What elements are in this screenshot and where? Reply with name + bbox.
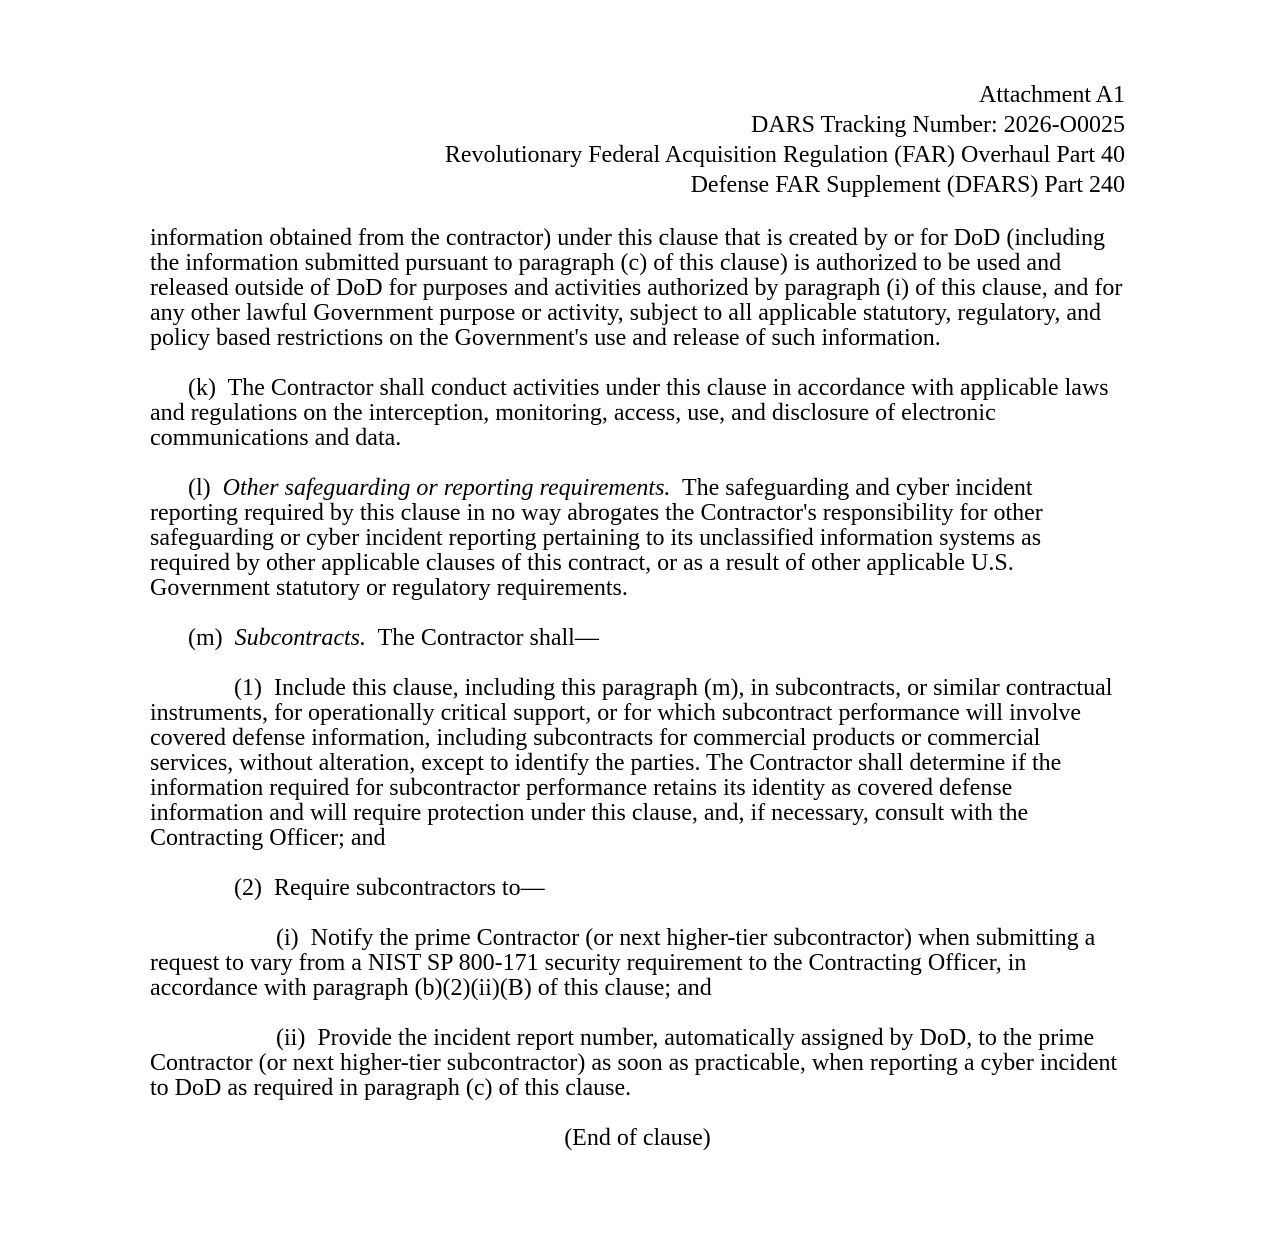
paragraph-k-label: (k) [188, 375, 216, 401]
paragraph-m1 [150, 676, 1125, 851]
paragraph-m [150, 626, 1125, 651]
paragraph-m2i-text: Notify the prime Contractor (or next higher-tier subcontractor) when submitting a request to vary from a NIST SP 800-171 security requirement to the Contracting Officer, in accordance with paragraph (b)(2)(ii)(B) of this clause; and [150, 925, 1096, 1001]
attachment-label: Attachment A1 [979, 82, 1125, 108]
paragraph-l-label: (l) [188, 475, 211, 501]
paragraph-m2-label: (2) [234, 875, 262, 901]
paragraph-k-text: The Contractor shall conduct activities under this clause in accordance with applicable laws and regulations on the interception, monitoring, access, use, and disclosure of electronic communications and data. [150, 375, 1109, 451]
paragraph-m1-label: (1) [234, 675, 262, 701]
paragraph-m2 [150, 876, 1125, 901]
supplement-title: Defense FAR Supplement (DFARS) Part 240 [690, 172, 1125, 198]
paragraph-m2ii-text: Provide the incident report number, automatically assigned by DoD, to the prime Contractor (or next higher-tier subcontractor) as soon as practicable, when reporting a cyber incident to DoD as required in paragraph (c) of this clause. [150, 1025, 1118, 1101]
paragraph-m-text: The Contractor shall— [377, 625, 599, 651]
paragraph-l-heading: Other safeguarding or reporting requirements. [222, 475, 671, 501]
paragraph-m1-text: Include this clause, including this paragraph (m), in subcontracts, or similar contractual instruments, for operationally critical support, or for which subcontract performance will involve covered defense information, including subcontracts for commercial products or commercial services, without alteration, except to identify the parties. The Contractor shall determine if the information required for subcontractor performance retains its identity as covered defense information and will require protection under this clause, and, if necessary, consult with the Contracting Officer; and [150, 675, 1113, 851]
document-body [150, 226, 1125, 1176]
paragraph-continuation: information obtained from the contractor) under this clause that is created by or for DoD (including the information submitted pursuant to paragraph (c) of this clause) is authorized to be used and released outside of DoD for purposes and activities authorized by paragraph (i) of this clause, and for any other lawful Government purpose or activity, subject to all applicable statutory, regulatory, and policy based restrictions on the Government's use and release of such information. [150, 225, 1123, 351]
end-of-clause: (End of clause) [564, 1125, 711, 1151]
regulation-title: Revolutionary Federal Acquisition Regulation (FAR) Overhaul Part 40 [444, 142, 1125, 168]
tracking-number: DARS Tracking Number: 2026-O0025 [750, 112, 1125, 138]
paragraph-m2i [150, 926, 1125, 1001]
paragraph-m2i-label: (i) [276, 925, 299, 951]
paragraph-m2-text: Require subcontractors to— [273, 875, 545, 901]
paragraph-l-text: The safeguarding and cyber incident reporting required by this clause in no way abrogates the Contractor's responsibility for other safeguarding or cyber incident reporting pertaining to its unclassified information systems as required by other applicable clauses of this contract, or as a result of other applicable U.S. Government statutory or regulatory requirements. [150, 475, 1043, 601]
document-header [445, 80, 1125, 200]
paragraph-m-label: (m) [188, 625, 223, 651]
paragraph-m2ii-label: (ii) [276, 1025, 306, 1051]
paragraph-k [150, 376, 1125, 451]
paragraph-l [150, 476, 1125, 601]
paragraph-m-heading: Subcontracts. [234, 625, 366, 651]
paragraph-m2ii [150, 1026, 1125, 1101]
